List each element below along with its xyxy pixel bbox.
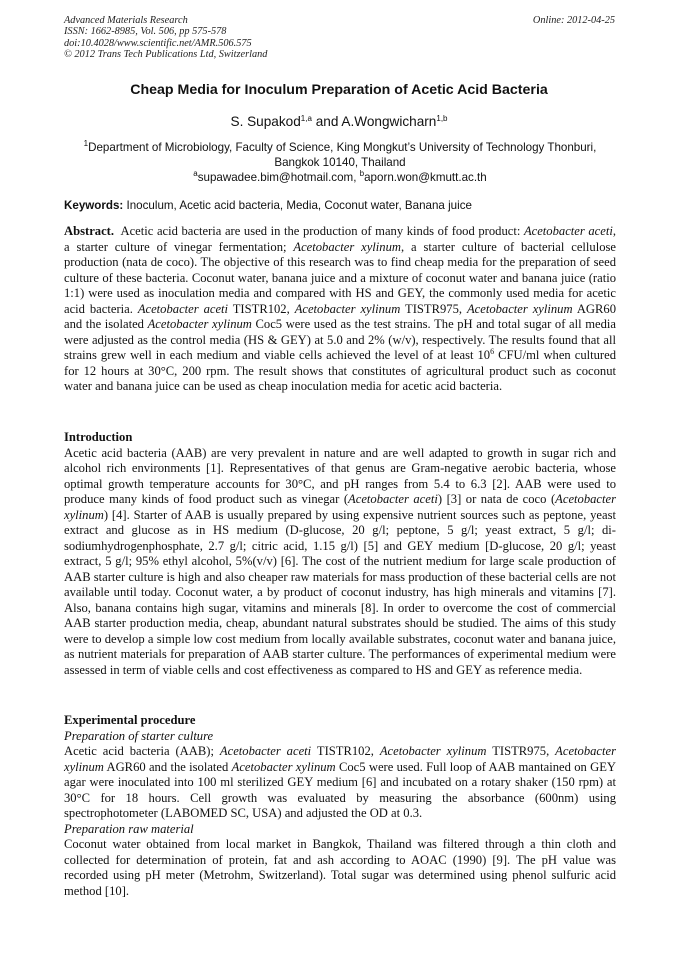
affiliation-line-1: $^1$Department of Microbiology, Faculty of Science, King Mongkut’s University of Technology Thonburi, bbox=[83, 139, 597, 154]
starter-culture-paragraph: Acetic acid bacteria (AAB); Acetobacter aceti TISTR102, Acetobacter xylinum TISTR975, Acetobacter xylinum AGR60 and the isolated Acetobacter xylinum Coc5 were used. Full loop of AAB mantained on GEY agar were inoculated into 100 ml sterilized GEY medium [6] and incubated on a rotary shaker (150 rpm) at 30°C for 18 hours. Cell growth was evaluated by measuring the absorbance (600nm) using spectrophotometer (LABOMED SC, USA) and adjusted the OD at 0.3. bbox=[64, 744, 617, 820]
email-a[interactable]: supawadee.bim@hotmail.com, bbox=[197, 171, 357, 185]
abstract bbox=[64, 224, 616, 395]
introduction-paragraph: Acetic acid bacteria (AAB) are very prevalent in nature and are well adapted to growth in sugar rich and alcohol rich environments [1]. Representatives of that genus are Gram-negative aerobic bacteria, whose optimal growth temperature accounts for 30°C, and pH ranges from 5.4 to 6.3 [2]. AAB were used to produce many kinds of food product such as vinegar (Acetobacter aceti) [3] or nata de coco (Acetobacter xylinum) [4]. Starter of AAB is usually prepared by using expensive nutrient sources such as peptone, yeast extract and glucose as in HS medium (D-glucose, 20 g/l; peptone, 5 g/l; yeast extract, 5 g/l; di-sodiumhydrogenphosphate, 2.7 g/l; citric acid, 1.15 g/l) [5] and GEY medium [D-glucose, 20 g/l; yeast extract, 5 g/l; 95% ethyl alcohol, 5%(v/v) [6]. The cost of the nutrient medium for large scale production of AAB starter culture is high and also cheaper raw materials for mass production of these bacterial cells are not available until today. Coconut water, a by product of coconut industry, has high minerals and vitamins [7]. Also, banana contains high sugar, vitamins and minerals [8]. In order to overcome the cost of commercial AAB starter production media, cheap, abundant natural substrates should be studied. The aims of this study were to develop a simple low cost medium from locally available substrates, coconut water and banana juice, as nutrient materials for preparation of AAB starter culture. The performances of experimental medium were assessed in term of viable cells and cost effectiveness as compared to HS and GEY as reference media. bbox=[64, 445, 616, 677]
keywords-label: Keywords: bbox=[64, 199, 124, 212]
online-date: Online: 2012-04-25 bbox=[532, 15, 615, 26]
author-1-sup: 1,a bbox=[300, 114, 312, 123]
introduction-heading: Introduction bbox=[64, 430, 133, 444]
author-2: A.Wongwicharn bbox=[341, 114, 437, 129]
keywords bbox=[64, 199, 616, 212]
abstract-paragraph: Abstract. Acetic acid bacteria are used in the production of many kinds of food product: Acetobacter aceti, a starter culture of vinegar fermentation; Acetobacter xylinum, a starter culture of bacterial cellulose production (nata de coco). The objective of this research was to find cheap media for the preparation of seed culture of these bacteria. Coconut water, banana juice and a mixture of coconut water and banana juice (ratio 1:1) were used as inoculation media and compared with HS and GEY, the commonly used media for acetic acid bacteria. Acetobacter aceti TISTR102, Acetobacter xylinum TISTR975, Acetobacter xylinum AGR60 and the isolated Acetobacter xylinum Coc5 were used as the test strains. The pH and total sugar of all media were adjusted as the control media (HS & GEY) at 5.0 and 2% (w/v), respectively. The results found that all strains grew well in each medium and viable cells achieved the level of at least $10^6$ CFU/ml when cultured for 12 hours at 30°C, 200 rpm. The result shows that constitutes of agricultural product such as coconut water and banana juice can be used as cheap inoculation media for acetic acid bacteria. bbox=[64, 224, 617, 393]
introduction-section bbox=[64, 430, 616, 678]
experimental-heading: Experimental procedure bbox=[64, 713, 196, 727]
affiliation-sup: 1 bbox=[83, 139, 89, 148]
email-b[interactable]: aporn.won@kmutt.ac.th bbox=[364, 171, 487, 185]
email-line: $^a$supawadee.bim@hotmail.com, $^b$aporn.won@kmutt.ac.th bbox=[193, 169, 487, 185]
author-2-sup: 1,b bbox=[436, 114, 448, 123]
abstract-label: Abstract. bbox=[64, 224, 115, 238]
paper-title: Cheap Media for Inoculum Preparation of Acetic Acid Bacteria bbox=[130, 82, 548, 98]
copyright-line: © 2012 Trans Tech Publications Ltd, Switzerland bbox=[64, 49, 268, 61]
issn-line: ISSN: 1662-8985, Vol. 506, pp 575-578 bbox=[64, 26, 227, 38]
author-line bbox=[0, 114, 678, 129]
keywords-text: Inoculum, Acetic acid bacteria, Media, Coconut water, Banana juice bbox=[126, 199, 472, 212]
subheading-starter-culture: Preparation of starter culture bbox=[64, 728, 214, 743]
author-1: S. Supakod bbox=[230, 114, 301, 129]
subheading-raw-material: Preparation raw material bbox=[64, 821, 194, 836]
raw-material-paragraph: Coconut water obtained from local market in Bangkok, Thailand was filtered through a thin cloth and collected for determination of protein, fat and ash according to AOAC (1990) [9]. The pH value was recorded using pH meter (Metrohm, Switzerland). Total sugar was determined using phenol sulfuric acid method [10]. bbox=[64, 837, 616, 898]
affiliation-line-2: Bangkok 10140, Thailand bbox=[274, 156, 406, 170]
journal-name: Advanced Materials Research bbox=[64, 15, 188, 26]
doi-line: doi:10.4028/www.scientific.net/AMR.506.575 bbox=[64, 37, 252, 49]
journal-header bbox=[64, 15, 267, 61]
author-and: and bbox=[315, 114, 339, 129]
experimental-section bbox=[64, 713, 616, 899]
affiliation bbox=[64, 140, 616, 186]
